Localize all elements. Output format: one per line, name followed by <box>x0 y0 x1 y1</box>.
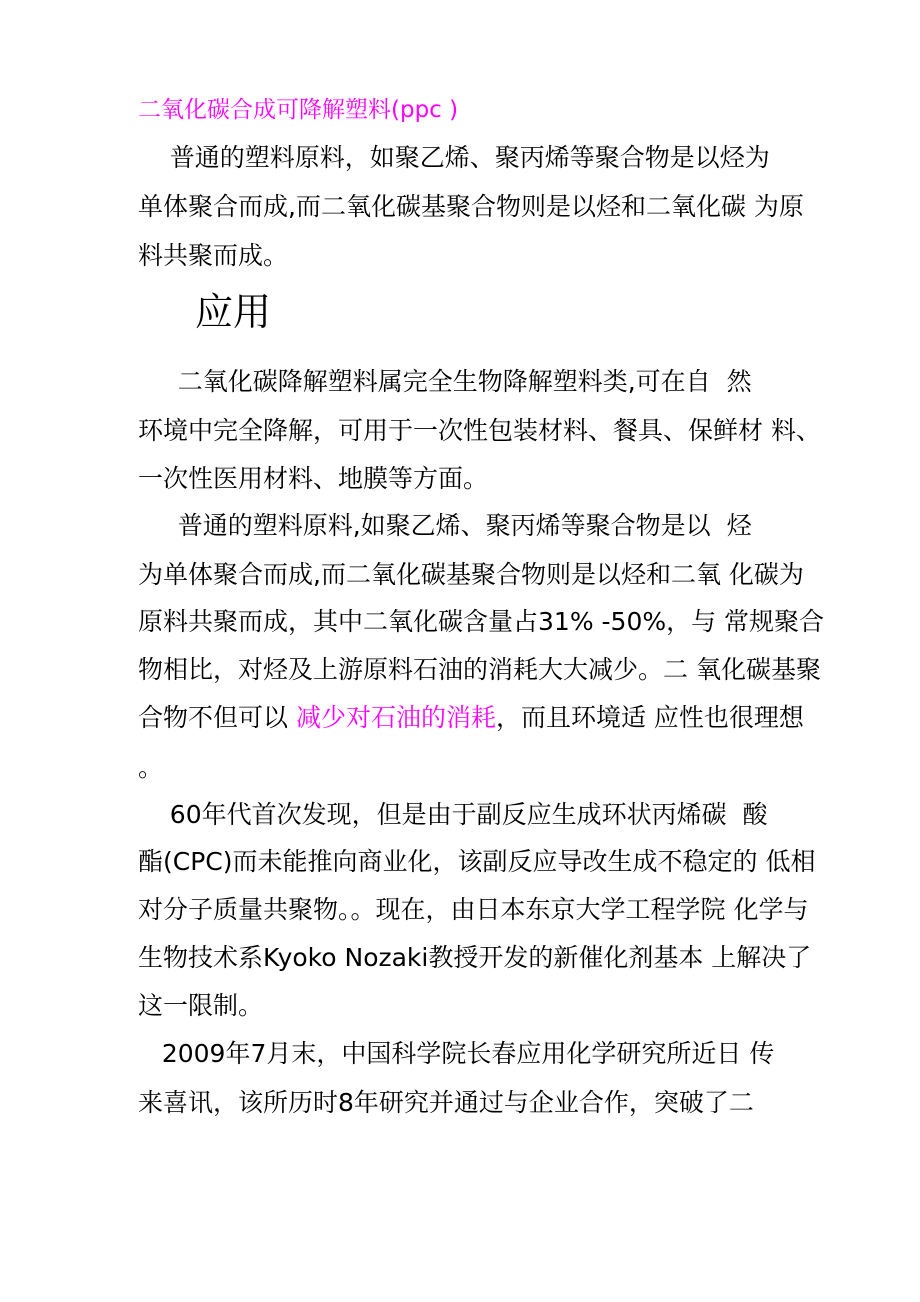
para2-text: ，而且环境适 应性也很理想 <box>495 703 804 732</box>
para2-text: 合物不但可以 <box>138 703 296 732</box>
intro-line: 料共聚而成。 <box>138 241 289 270</box>
para2-trailing: 。 <box>138 753 164 782</box>
intro-line: 单体聚合而成,而二氧化碳基聚合物则是以烃和二氧化碳 为原 <box>138 192 804 221</box>
para2-line: 为单体聚合而成,而二氧化碳基聚合物则是以烃和二氧 化碳为 <box>138 560 804 589</box>
para1-line: 二氧化碳降解塑料属完全生物降解塑料类,可在自 然 <box>138 367 752 396</box>
para1-line: 一次性医用材料、地膜等方面。 <box>138 464 489 493</box>
para2-line <box>138 703 804 733</box>
para3-line: 60年代首次发现，但是由于副反应生成环状丙烯碳 酸 <box>138 800 768 829</box>
para3-line: 生物技术系Kyoko Nozaki教授开发的新催化剂基本 上解决了 <box>138 943 812 972</box>
para2-line: 普通的塑料原料,如聚乙烯、聚丙烯等聚合物是以 烃 <box>138 511 752 540</box>
para2-line: 物相比，对烃及上游原料石油的消耗大大减少。二 氧化碳基聚 <box>138 655 821 684</box>
para2-line: 原料共聚而成，其中二氧化碳含量占31% -50%，与 常规聚合 <box>138 607 825 636</box>
section-heading: 应用 <box>195 290 272 334</box>
para4-line: 来喜讯，该所历时8年研究并通过与企业合作，突破了二 <box>138 1088 754 1117</box>
highlighted-text: 减少对石油的消耗 <box>295 703 496 732</box>
para4-line: 2009年7月末，中国科学院长春应用化学研究所近日 传 <box>138 1039 775 1068</box>
para3-line: 这一限制。 <box>138 991 264 1020</box>
para1-line: 环境中完全降解，可用于一次性包装材料、餐具、保鲜材 料、 <box>138 416 821 445</box>
para3-line: 对分子质量共聚物。。现在，由日本东京大学工程学院 化学与 <box>138 895 809 924</box>
para3-line: 酯(CPC)而未能推向商业化，该副反应导改生成不稳定的 低相 <box>138 847 816 876</box>
document-title: 二氧化碳合成可降解塑料(ppc ) <box>138 97 459 123</box>
intro-line: 普通的塑料原料，如聚乙烯、聚丙烯等聚合物是以烃为 <box>138 143 770 172</box>
